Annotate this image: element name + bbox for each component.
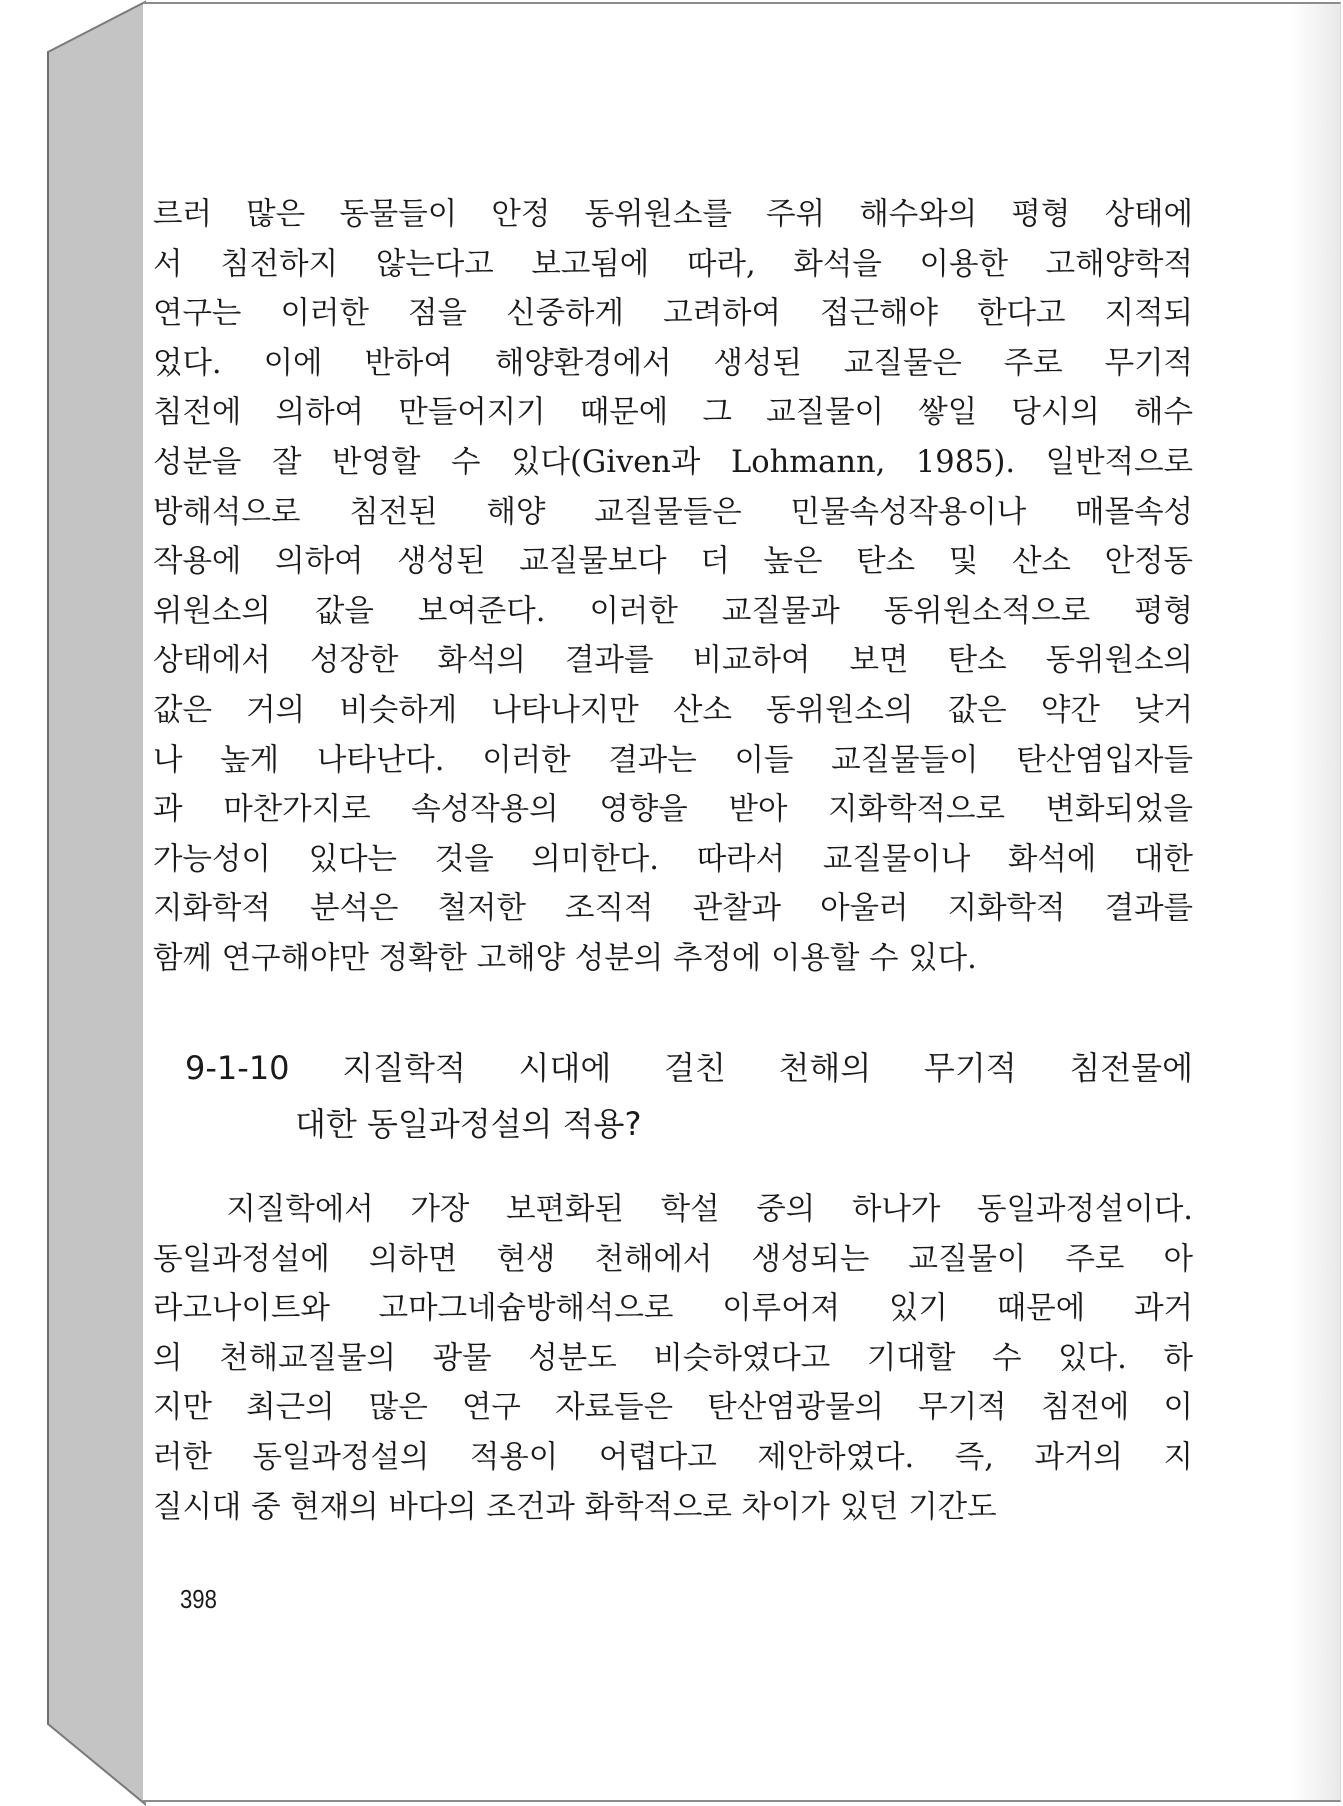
paragraph-1 xyxy=(153,190,1193,984)
text-line: 침전에 의하여 만들어지기 때문에 그 교질물이 쌓일 당시의 해수 xyxy=(153,395,1193,431)
text-line: 었다. 이에 반하여 해양환경에서 생성된 교질물은 주로 무기적 xyxy=(153,345,1193,381)
page-edge-shade xyxy=(1290,4,1340,1800)
text-line: 서 침전하지 않는다고 보고됨에 따라, 화석을 이용한 고해양학적 xyxy=(153,246,1193,282)
text-line: 성분을 잘 반영할 수 있다(Given과 Lohmann, 1985). 일반적으로 xyxy=(153,444,1193,480)
text-line: 동일과정설에 의하면 현생 천해에서 생성되는 교질물이 주로 아 xyxy=(153,1241,1193,1277)
text-line: 값은 거의 비슷하게 나타나지만 산소 동위원소의 값은 약간 낮거 xyxy=(153,692,1193,728)
text-line: 연구는 이러한 점을 신중하게 고려하여 접근해야 한다고 지적되 xyxy=(153,296,1193,332)
text-line: 지화학적 분석은 철저한 조직적 관찰과 아울러 지화학적 결과를 xyxy=(153,891,1193,927)
text-line: 나 높게 나타난다. 이러한 결과는 이들 교질물들이 탄산염입자들 xyxy=(153,742,1193,778)
text-line: 르러 많은 동물들이 안정 동위원소를 주위 해수와의 평형 상태에 xyxy=(153,197,1193,232)
text-line: 상태에서 성장한 화석의 결과를 비교하여 보면 탄소 동위원소의 xyxy=(153,643,1193,679)
section-heading-line-2: 대한 동일과정설의 적용? xyxy=(295,1105,642,1143)
text-line: 위원소의 값을 보여준다. 이러한 교질물과 동위원소적으로 평형 xyxy=(153,593,1193,629)
text-line: 러한 동일과정설의 적용이 어렵다고 제안하였다. 즉, 과거의 지 xyxy=(153,1439,1193,1475)
text-line: 가능성이 있다는 것을 의미한다. 따라서 교질물이나 화석에 대한 xyxy=(153,841,1193,877)
text-line: 지만 최근의 많은 연구 자료들은 탄산염광물의 무기적 침전에 이 xyxy=(153,1390,1193,1426)
text-line: 질시대 중 현재의 바다의 조건과 화학적으로 차이가 있던 기간도 xyxy=(153,1489,997,1525)
page-number: 398 xyxy=(180,1584,217,1614)
text-line: 의 천해교질물의 광물 성분도 비슷하였다고 기대할 수 있다. 하 xyxy=(153,1340,1193,1376)
section-heading xyxy=(185,1040,1193,1152)
text-line: 작용에 의하여 생성된 교질물보다 더 높은 탄소 및 산소 안정동 xyxy=(153,544,1193,580)
book-spine xyxy=(0,0,150,1806)
text-line: 방해석으로 침전된 해양 교질물들은 민물속성작용이나 매몰속성 xyxy=(153,494,1193,530)
section-heading-line-1: 9-1-10 지질학적 시대에 걸친 천해의 무기적 침전물에 xyxy=(185,1049,1193,1087)
paragraph-2 xyxy=(153,1185,1193,1532)
text-line: 과 마찬가지로 속성작용의 영향을 받아 지화학적으로 변화되었을 xyxy=(153,792,1193,828)
text-line: 라고나이트와 고마그네슘방해석으로 이루어져 있기 때문에 과거 xyxy=(153,1291,1193,1327)
text-line: 지질학에서 가장 보편화된 학설 중의 하나가 동일과정설이다. xyxy=(153,1192,1193,1227)
text-line: 함께 연구해야만 정확한 고해양 성분의 추정에 이용할 수 있다. xyxy=(153,940,977,976)
